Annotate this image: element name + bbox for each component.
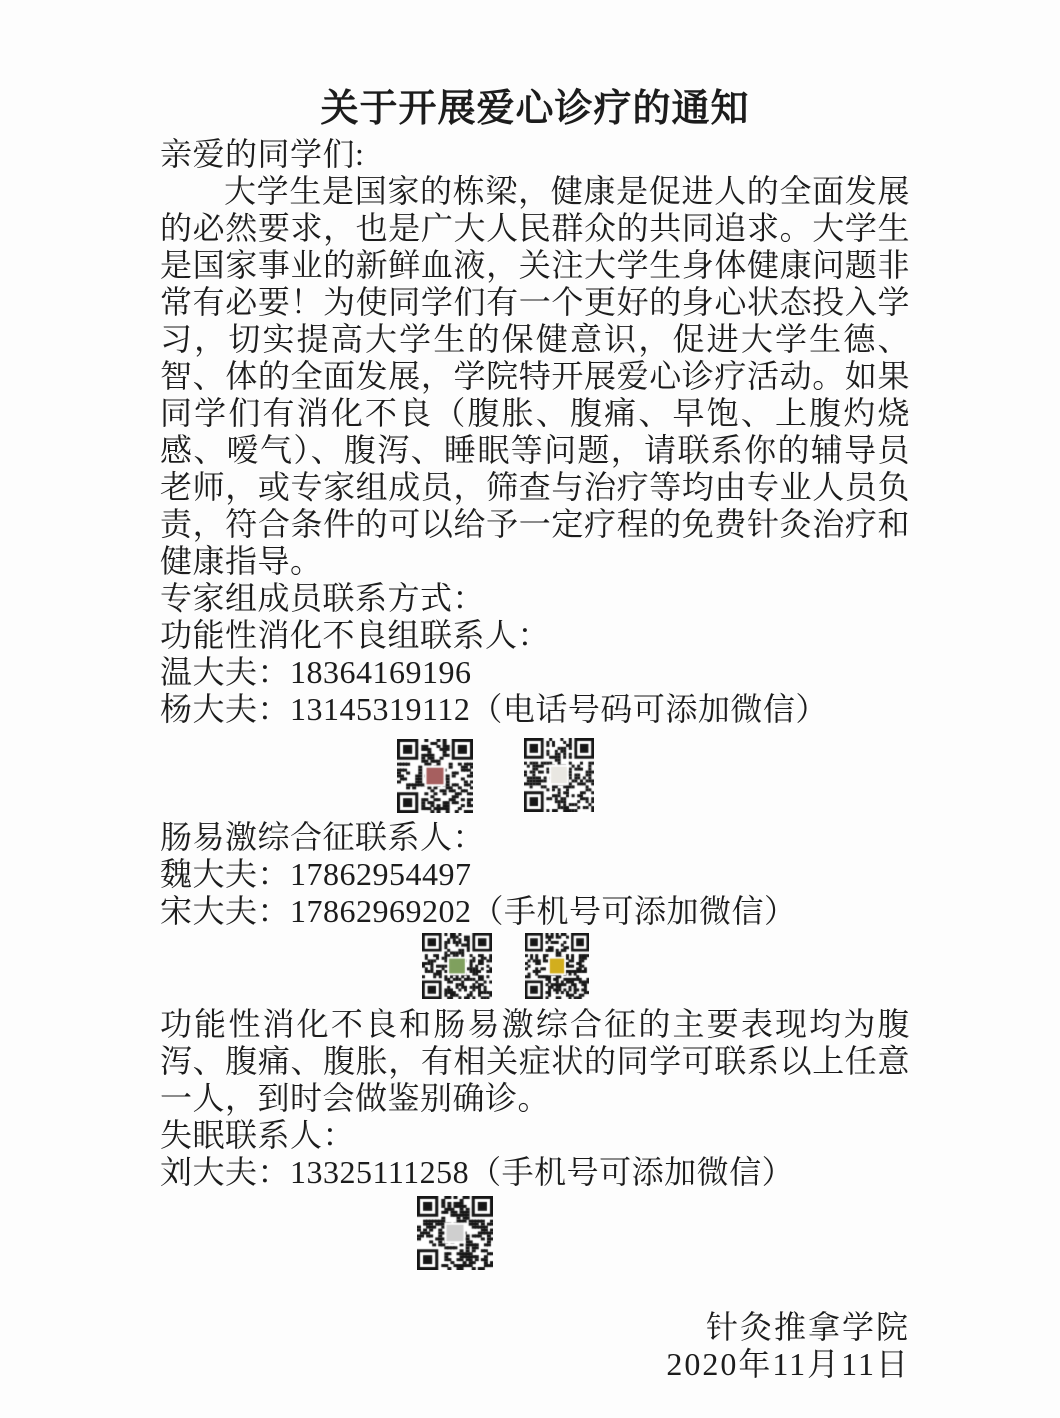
paragraph-line: 老师，或专家组成员，筛查与治疗等均由专业人员负 [160,469,910,505]
qr-row-dyspepsia [160,736,910,816]
group-heading-ibs: 肠易激综合征联系人： [160,819,486,855]
wechat-qr-wen-doctor [397,739,473,813]
paragraph-line: 习，切实提高大学生的保健意识，促进大学生德、 [160,321,910,357]
paragraph-line: 感、嗳气）、腹泻、睡眠等问题，请联系你的辅导员 [160,432,910,468]
paragraph-line: 是国家事业的新鲜血液，关注大学生身体健康问题非 [160,247,910,283]
qr-row-insomnia [160,1196,910,1272]
group-heading-insomnia: 失眠联系人： [160,1117,356,1153]
paragraph-line: 常有必要！为使同学们有一个更好的身心状态投入学 [160,284,910,320]
group-heading-dyspepsia: 功能性消化不良组联系人： [160,617,551,653]
note-block [160,1006,910,1117]
wechat-qr-wei-doctor [422,933,492,999]
signature-block [160,1309,910,1383]
note-line: 一人，到时会做鉴别确诊。 [160,1080,551,1116]
salutation: 亲爱的同学们: [160,136,365,172]
paragraph-line: 健康指导。 [160,543,323,579]
signature-college: 针灸推拿学院 [705,1309,910,1345]
wechat-qr-song-doctor [525,933,589,999]
paragraph-line: 同学们有消化不良（腹胀、腹痛、早饱、上腹灼烧 [160,395,910,431]
paragraph-line: 大学生是国家的栋梁，健康是促进人的全面发展 [224,173,910,209]
note-line: 功能性消化不良和肠易激综合征的主要表现均为腹 [160,1006,910,1042]
paragraph-line: 责，符合条件的可以给予一定疗程的免费针灸治疗和 [160,506,910,542]
contact-yang-doctor: 杨大夫：13145319112（电话号码可添加微信） [160,691,828,727]
contact-song-doctor: 宋大夫：17862969202（手机号可添加微信） [160,893,797,929]
paragraph-line: 智、体的全面发展，学院特开展爱心诊疗活动。如果 [160,358,910,394]
contact-liu-doctor: 刘大夫：13325111258（手机号可添加微信） [160,1154,795,1190]
wechat-qr-yang-doctor [524,738,594,812]
wechat-qr-liu-doctor [417,1196,493,1270]
contact-heading: 专家组成员联系方式： [160,580,486,616]
notice-title: 关于开展爱心诊疗的通知 [320,88,750,130]
signature-date: 2020年11月11日 [666,1346,910,1382]
note-line: 泻、腹痛、腹胀，有相关症状的同学可联系以上任意 [160,1043,910,1079]
paragraph-line: 的必然要求，也是广大人民群众的共同追求。大学生 [160,210,910,246]
contact-wen-doctor: 温大夫：18364169196 [160,654,472,690]
qr-row-ibs [160,933,910,1002]
contact-wei-doctor: 魏大夫：17862954497 [160,856,472,892]
